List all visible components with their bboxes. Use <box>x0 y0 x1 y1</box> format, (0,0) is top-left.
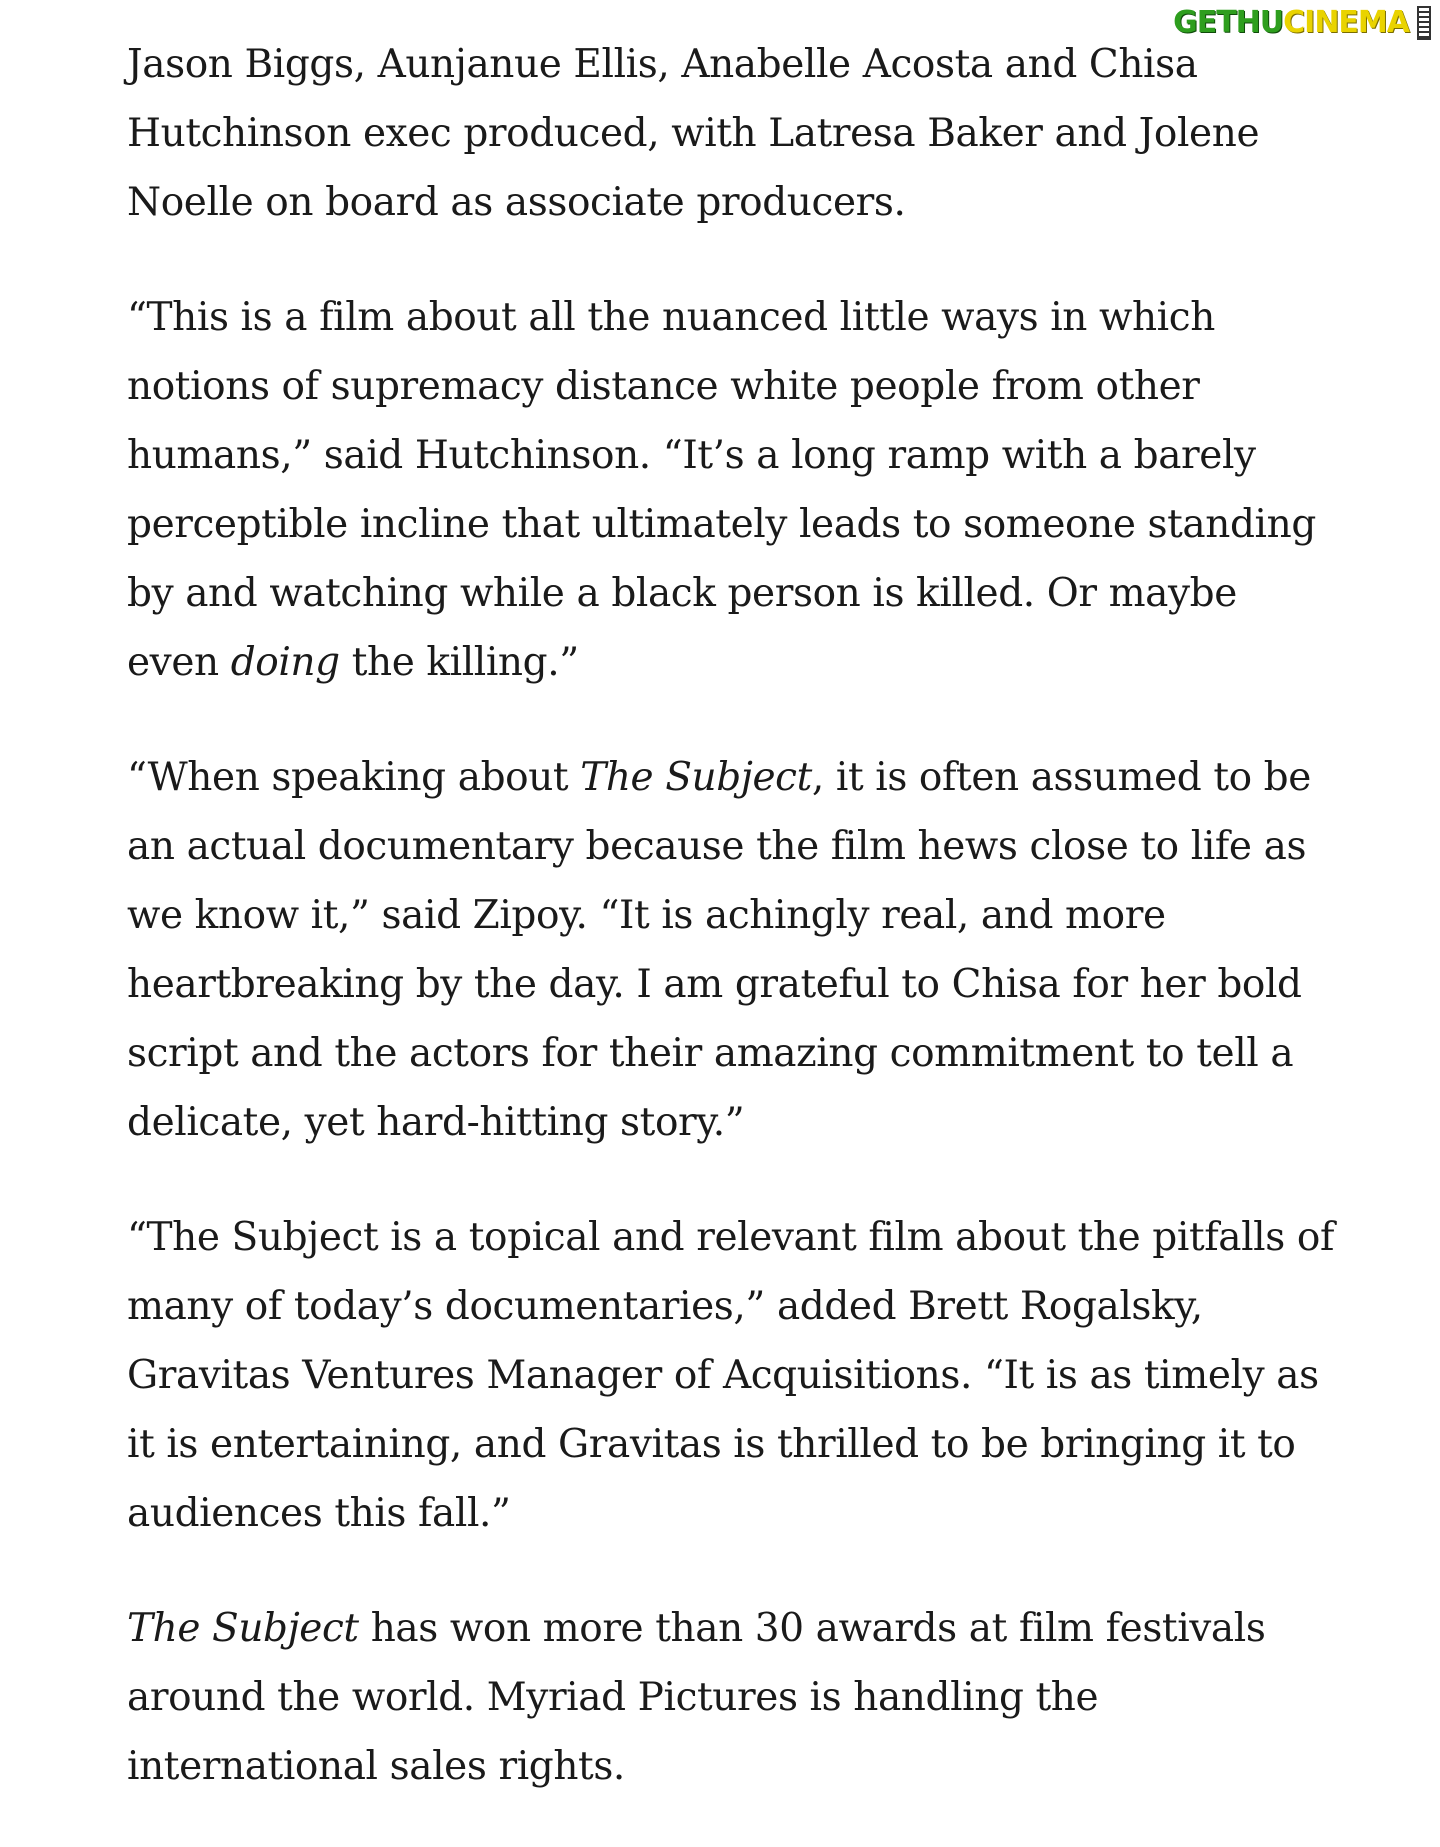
quote-text: “This is a film about all the nuanced little ways in which notions of supremacy distance white people from other humans,” said Hutchinson. “It’s a long ramp with a barely perceptible incline that ultimately leads to someone standing by and watching while a black person is killed. Or maybe even <box>127 295 1316 685</box>
paragraph-producers: Jason Biggs, Aunjanue Ellis, Anabelle Acosta and Chisa Hutchinson exec produced, with Latresa Baker and Jolene Noelle on board as associate producers. <box>127 42 1260 225</box>
article-body <box>127 30 1337 1847</box>
watermark-text-gethu: GETHU <box>1173 5 1284 40</box>
quote-text-end: the killing.” <box>339 640 579 685</box>
paragraph-awards <box>127 1594 1337 1801</box>
awards-text: has won more than 30 awards at film festivals around the world. Myriad Pictures is handling the international sales rights. <box>127 1606 1266 1789</box>
film-title-italic: The Subject <box>127 1606 359 1651</box>
watermark-text-cinema: CINEMA <box>1283 5 1409 40</box>
quote-text: “When speaking about <box>127 755 581 800</box>
paragraph-zipoy-quote <box>127 743 1337 1157</box>
paragraph-hutchinson-quote <box>127 283 1337 697</box>
emphasis-doing: doing <box>230 640 340 685</box>
quote-text-end: , it is often assumed to be an actual documentary because the film hews close to life as we know it,” said Zipoy. “It is achingly real, and more heartbreaking by the day. I am grateful to Chisa for her bold script and the actors for their amazing commitment to tell a delicate, yet hard-hitting story.” <box>127 755 1311 1145</box>
film-title-italic: The Subject <box>580 755 812 800</box>
film-reel-icon <box>1412 6 1436 40</box>
paragraph-rogalsky-quote: “The Subject is a topical and relevant film about the pitfalls of many of today’s documentaries,” added Brett Rogalsky, Gravitas Ventures Manager of Acquisitions. “It is as timely as it is entertaining, and Gravitas is thrilled to be bringing it to audiences this fall.” <box>127 1215 1334 1536</box>
